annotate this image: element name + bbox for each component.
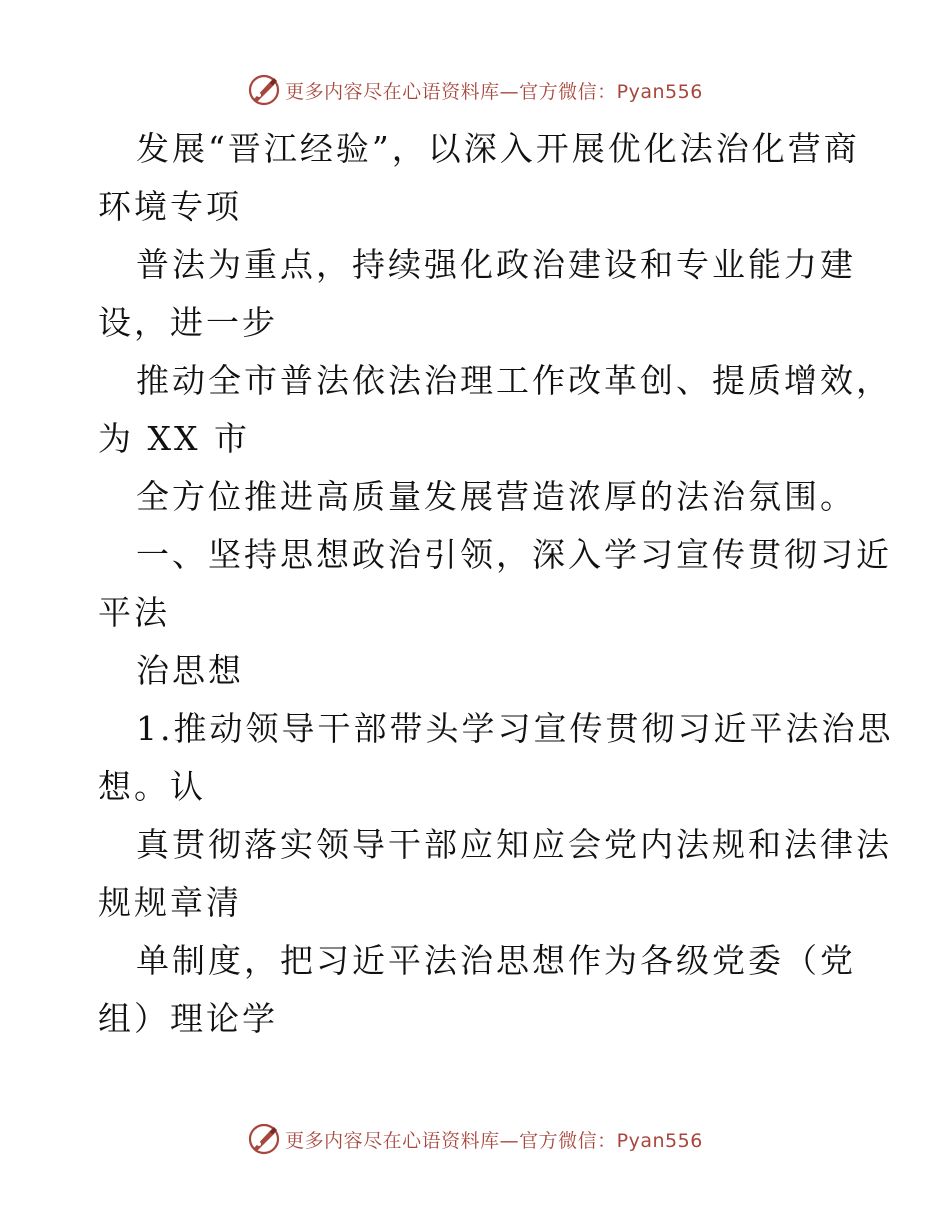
paragraph-line: 推动全市普法依法治理工作改革创、提质增效， 为 XX 市 — [98, 361, 892, 458]
watermark-banner-bottom — [0, 1119, 950, 1159]
paragraph-line: 单制度，把习近平法治思想作为各级党委（党 组）理论学 — [98, 941, 856, 1038]
paragraph-line: 普法为重点，持续强化政治建设和专业能力建 设，进一步 — [98, 245, 856, 342]
paragraph-line: 全方位推进高质量发展营造浓厚的法治氛围。 — [136, 477, 856, 516]
paragraph-line: 发展“晋江经验”，以深入开展优化法治化营商 环境专项 — [98, 129, 860, 226]
section-heading: 一、坚持思想政治引领，深入学习宣传贯彻习近 平法 — [98, 535, 892, 632]
watermark-banner-top — [0, 70, 950, 110]
numbered-item: 1.推动领导干部带头学习宣传贯彻习近平法治思 想。认 — [98, 709, 894, 806]
pen-logo-icon — [247, 73, 281, 107]
watermark-text: 更多内容尽在心语资料库—官方微信：Pyan556 — [285, 80, 703, 103]
section-heading-continued: 治思想 — [136, 651, 244, 690]
document-body — [98, 120, 894, 1048]
pen-logo-icon — [247, 1122, 281, 1156]
paragraph-line: 真贯彻落实领导干部应知应会党内法规和法律法 规规章清 — [98, 825, 892, 922]
watermark-text: 更多内容尽在心语资料库—官方微信：Pyan556 — [285, 1129, 703, 1152]
